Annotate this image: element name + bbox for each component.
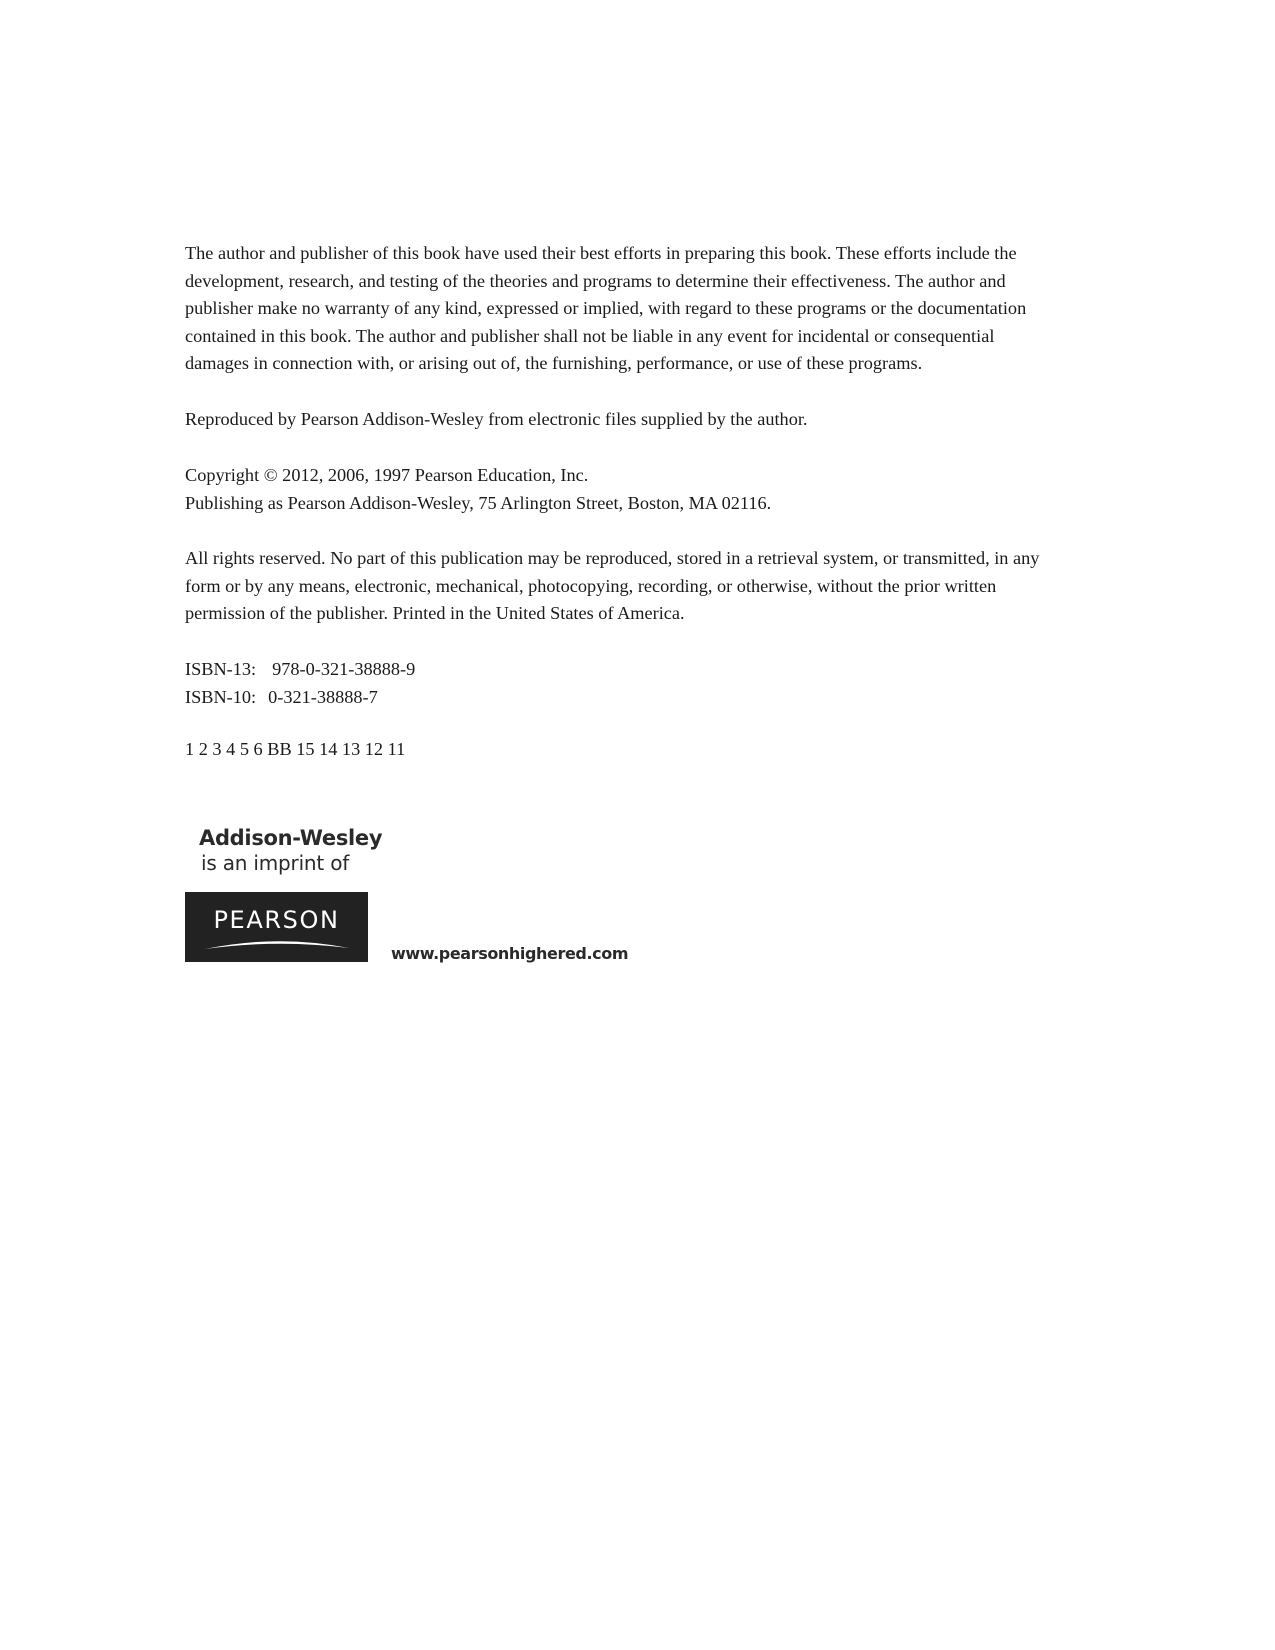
disclaimer-line: The author and publisher of this book have used their best efforts in preparing this book. These efforts include the: [185, 243, 1017, 263]
pearson-swoosh-icon: [203, 936, 351, 952]
disclaimer-line: development, research, and testing of the theories and programs to determine their effectiveness. The author and: [185, 270, 1006, 291]
disclaimer-line: publisher make no warranty of any kind, expressed or implied, with regard to these programs or the documentation: [185, 298, 1027, 319]
pearson-logo-word: PEARSON: [213, 906, 340, 934]
rights-line: form or by any means, electronic, mechanical, photocopying, recording, or otherwise, without the prior written: [185, 575, 997, 596]
publisher-url: www.pearsonhighered.com: [391, 944, 629, 963]
pearson-logo: [185, 892, 368, 962]
disclaimer-line: contained in this book. The author and publisher shall not be liable in any event for incidental or consequential: [185, 325, 995, 346]
isbn-10-label: ISBN-10:: [185, 686, 257, 707]
isbn-13-value: 978-0-321-38888-9: [272, 659, 416, 679]
disclaimer-line: damages in connection with, or arising out of, the furnishing, performance, or use of these programs.: [185, 353, 923, 374]
isbn-block: [185, 656, 1145, 711]
publisher-address-line: Publishing as Pearson Addison-Wesley, 75 Arlington Street, Boston, MA 02116.: [185, 492, 772, 513]
copyright-notice: [185, 462, 1145, 517]
copyright-line: Copyright © 2012, 2006, 1997 Pearson Education, Inc.: [185, 465, 589, 485]
disclaimer-paragraph: [185, 240, 1145, 378]
reproduction-line: Reproduced by Pearson Addison-Wesley from electronic files supplied by the author.: [185, 409, 808, 429]
rights-line: All rights reserved. No part of this publication may be reproduced, stored in a retrieval system, or transmitted, in any: [185, 548, 1040, 568]
imprint-title: Addison-Wesley: [199, 826, 383, 850]
imprint-subtitle: is an imprint of: [201, 851, 350, 875]
rights-paragraph: [185, 545, 1145, 628]
printing-line: [185, 736, 1145, 764]
isbn-10-line: [185, 684, 1145, 712]
rights-line: permission of the publisher. Printed in the United States of America.: [185, 603, 685, 624]
printing-number-line: 1 2 3 4 5 6 BB 15 14 13 12 11: [185, 739, 406, 759]
isbn-13-label: ISBN-13:: [185, 659, 257, 679]
isbn-10-value: 0-321-38888-7: [268, 686, 378, 707]
isbn-13-line: [185, 656, 1145, 684]
reproduction-note: [185, 406, 1145, 434]
